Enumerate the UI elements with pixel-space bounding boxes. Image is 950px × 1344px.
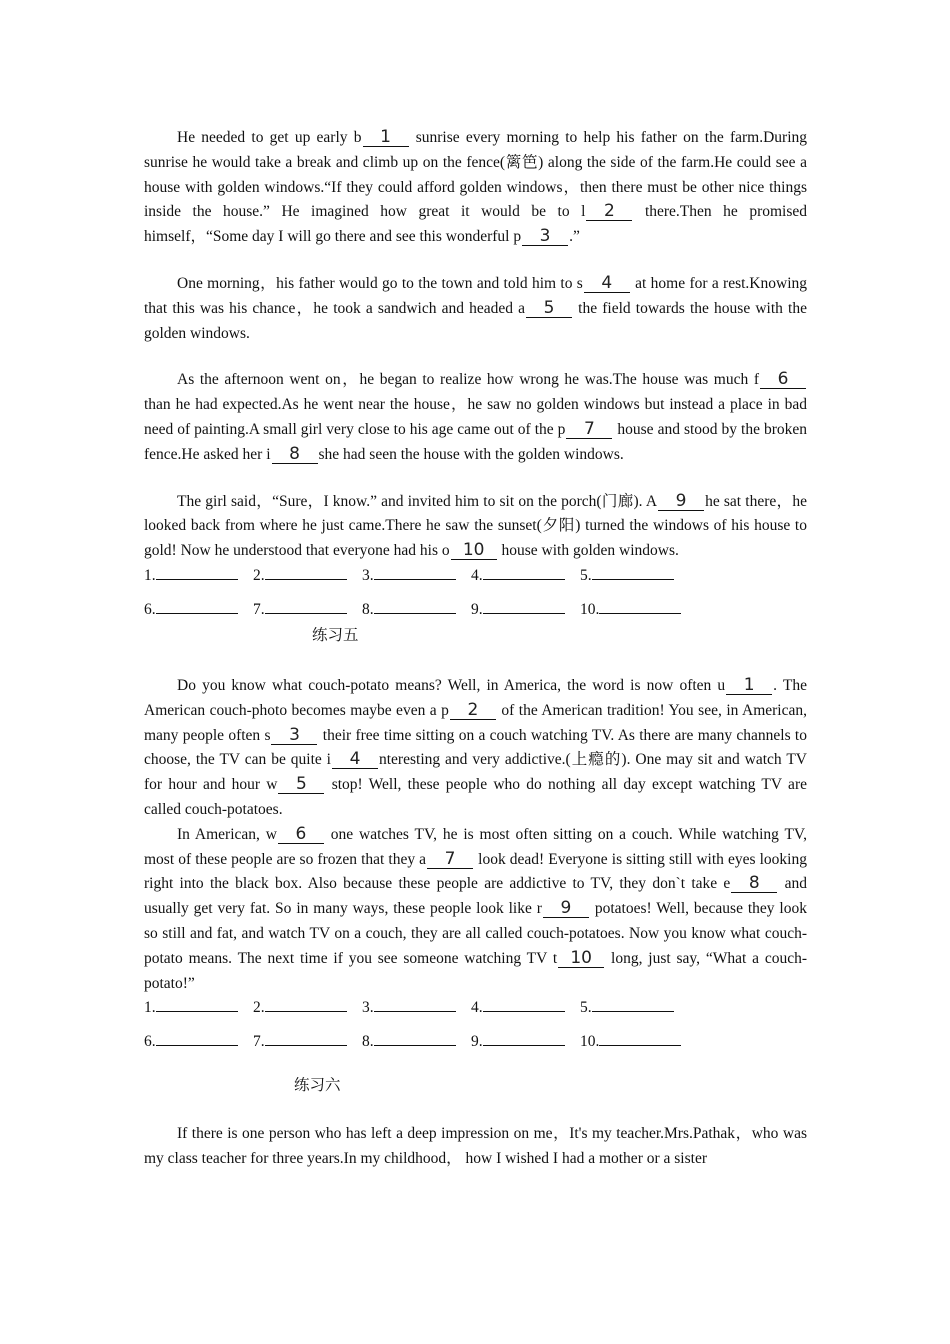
passage-paragraph: He needed to get up early b 1 sunrise every morning to help his father on the farm.During sunrise he would take a break and climb up on the fence(篱笆) along the side of the farm.He could see a house with golden windows.“If they could afford golden windows，then there must be other nice things inside the house.” He imagined how great it would be to l 2 there.Then he promised himself，“Some day I will go there and see this wonderful p 3 .”	[144, 127, 808, 247]
answer-slot[interactable]: 9.	[471, 598, 580, 623]
blank-10[interactable]: 10	[558, 950, 604, 968]
blank-2[interactable]: 2	[450, 702, 496, 720]
answer-row	[144, 996, 807, 1030]
passage-paragraph: One morning，his father would go to the town and told him to s 4 at home for a rest.Knowing that this was his chance，he took a sandwich and headed a 5 the field towards the house with the golden windows.	[144, 272, 807, 342]
blank-10[interactable]: 10	[451, 542, 497, 560]
blank-4[interactable]: 4	[584, 275, 630, 293]
exercise-5-heading: 练习五	[312, 626, 359, 644]
answer-slot[interactable]: 9.	[471, 1030, 580, 1055]
blank-8[interactable]: 8	[731, 875, 777, 893]
answer-slot[interactable]: 1.	[144, 996, 253, 1021]
blank-1[interactable]: 1	[363, 129, 409, 147]
blank-6[interactable]: 6	[760, 371, 806, 389]
passage-paragraph: If there is one person who has left a deep impression on me，It's my teacher.Mrs.Pathak，who was my class teacher for three years.In my childhood， how I wished I had a mother or a sister	[144, 1125, 807, 1168]
answer-slot[interactable]: 2.	[253, 996, 362, 1021]
blank-7[interactable]: 7	[566, 421, 612, 439]
answer-slot[interactable]: 3.	[362, 564, 471, 589]
blank-5[interactable]: 5	[278, 776, 324, 794]
blank-4[interactable]: 4	[332, 751, 378, 769]
answer-slot[interactable]: 4.	[471, 996, 580, 1021]
blank-6[interactable]: 6	[278, 826, 324, 844]
answer-slot[interactable]: 5.	[580, 564, 689, 589]
answer-slot[interactable]: 4.	[471, 564, 580, 589]
blank-5[interactable]: 5	[526, 300, 572, 318]
blank-9[interactable]: 9	[543, 900, 589, 918]
worksheet-page	[144, 126, 807, 1172]
blank-3[interactable]: 3	[271, 727, 317, 745]
exercise-6-heading: 练习六	[294, 1077, 341, 1095]
blank-7[interactable]: 7	[427, 851, 473, 869]
answer-slot[interactable]: 6.	[144, 598, 253, 623]
answer-slot[interactable]: 7.	[253, 1030, 362, 1055]
answer-slot[interactable]: 2.	[253, 564, 362, 589]
answer-slot[interactable]: 10.	[580, 598, 689, 623]
answer-slot[interactable]: 5.	[580, 996, 689, 1021]
passage-paragraph: The girl said，“Sure，I know.” and invited him to sit on the porch(门廊). A 9 he sat there，he looked back from where he just came.There he saw the sunset(夕阳) turned the windows of his house to gold! Now he understood that everyone had his o 10 house with golden windows.	[144, 490, 807, 561]
answer-row	[144, 598, 807, 624]
answer-row	[144, 1030, 807, 1064]
answer-slot[interactable]: 8.	[362, 1030, 471, 1055]
blank-1[interactable]: 1	[726, 677, 772, 695]
answer-slot[interactable]: 1.	[144, 564, 253, 589]
passage-paragraph: Do you know what couch-potato means? Well, in America, the word is now often u 1 . The American couch-photo becomes maybe even a p 2 of the American tradition! You see, in American, many people often s 3 their free time sitting on a couch watching TV. As there are many channels to choose, the TV can be quite i 4 nteresting and very addictive.(上瘾的). One may sit and watch TV for hour and hour w 5 stop! Well, these people who do nothing all day except watching TV are called couch-potatoes.	[144, 674, 807, 818]
answer-row	[144, 564, 807, 598]
blank-9[interactable]: 9	[658, 493, 704, 511]
answer-slot[interactable]: 8.	[362, 598, 471, 623]
passage-paragraph: As the afternoon went on，he began to realize how wrong he was.The house was much f 6 than he had expected.As he went near the house，he saw no golden windows but instead a place in bad need of painting.A small girl very close to his age came out of the p 7 house and stood by the broken fence.He asked her i 8 she had seen the house with the golden windows.	[144, 369, 807, 464]
answer-slot[interactable]: 7.	[253, 598, 362, 623]
answer-slot[interactable]: 10.	[580, 1030, 689, 1055]
blank-8[interactable]: 8	[272, 446, 318, 464]
answer-slot[interactable]: 3.	[362, 996, 471, 1021]
answer-slot[interactable]: 6.	[144, 1030, 253, 1055]
blank-3[interactable]: 3	[522, 228, 568, 246]
passage-paragraph: In American, w 6 one watches TV, he is most often sitting on a couch. While watching TV, most of these people are so frozen that they a 7 look dead! Everyone is sitting still with eyes looking right into the black box. Also because these people are addictive to TV, they don`t take e 8 and usually get very fat. So in many ways, these people look like r 9 potatoes! Well, because they look so still and fat, and watch TV on a couch, they are all called couch-potatoes. Now you know what couch-potato means. The next time if you see someone watching TV t 10 long, just say, “What a couch-potato!”	[144, 823, 807, 992]
blank-2[interactable]: 2	[586, 203, 632, 221]
